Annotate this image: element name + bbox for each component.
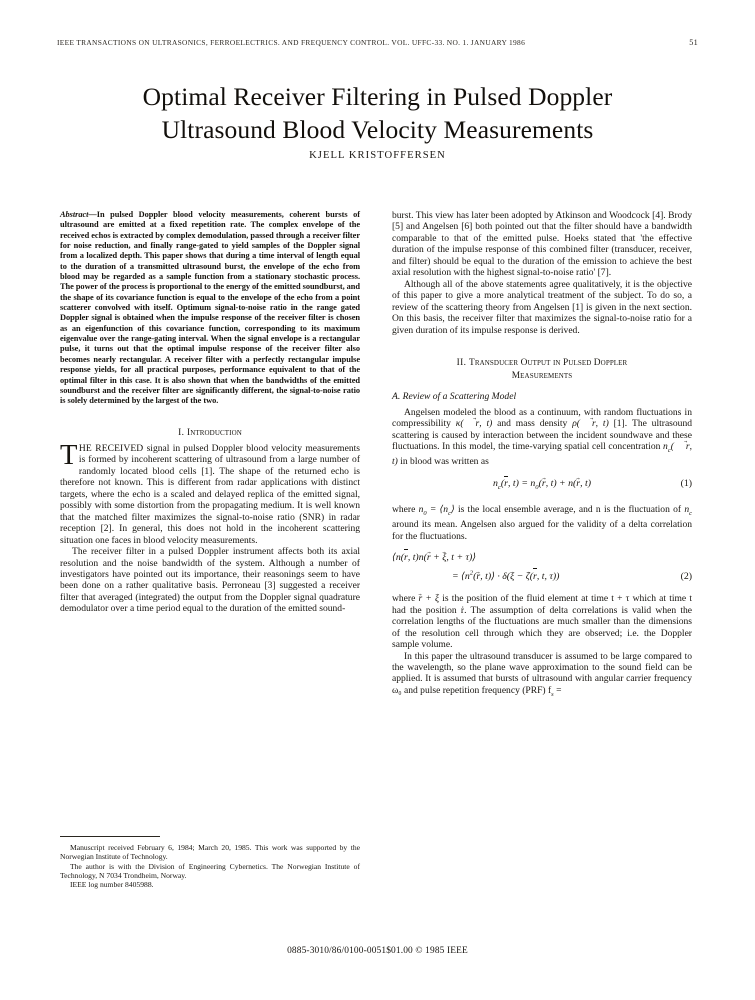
right-paragraph-5-where: where — [392, 593, 419, 605]
equation-2-line-1: ⟨n(r, t)n(r → + ξ →, t + τ)⟩ — [392, 550, 692, 566]
right-paragraph-3 — [392, 407, 692, 468]
title-line-2: Ultrasound Blood Velocity Measurements — [161, 115, 594, 145]
section-title: Introduction — [187, 427, 242, 438]
r-xi-symbol: r → + ξ → — [419, 593, 440, 604]
intro-smallcaps-lead: HE RECEIVED — [78, 442, 144, 454]
footnote-rule — [60, 836, 160, 837]
equation-2-line-2: = $⟨n^2(r$ →, t)⟩ · δ(ξ → − ζ →(r, t, τ)) — [392, 566, 692, 585]
subsection-heading-a: A. Review of a Scattering Model — [392, 391, 517, 403]
abstract-label: Abstract— — [60, 210, 97, 219]
author-name: KJELL KRISTOFFERSEN — [309, 150, 446, 161]
right-paragraph-3-post: [1]. The ultrasound scattering is caused by interaction between the incident soundwave and these fluctuations. In this model, the time-varying spatial cell concentration — [392, 418, 692, 452]
abstract — [60, 210, 360, 407]
left-column — [60, 210, 360, 615]
intro-paragraph-1 — [60, 439, 360, 546]
right-paragraph-6-text: In this paper the ultrasound transducer is assumed to be large compared to the wavelength, so the plane wave approximation to the sound field can be applied. It is assumed that bursts of ultrasound with angular carrier frequency ω₀ and pulse repetition frequency (PRF) f — [392, 650, 692, 696]
section-number-2: II. — [456, 357, 467, 368]
drop-cap-letter: T — [60, 439, 78, 471]
right-paragraph-3-end: in blood was written as — [397, 456, 489, 468]
right-paragraph-5-text: is the position of the fluid element at time t + τ which at time t had the position ṙ. The assumption of delta correlations is valid when the correlation lengths of the fluctuations are much smaller than the dimensions of the resolution cell through which they are observed; i.e. the Doppler sample volume. — [392, 593, 692, 651]
kappa-symbol: κ( r →, t) — [456, 418, 493, 429]
journal-citation-line: IEEE TRANSACTIONS ON ULTRASONICS, FERROELECTRICS. AND FREQUENCY CONTROL. VOL. UFFC-33. NO. 1. JANUARY 1986 — [57, 38, 526, 47]
running-head — [57, 38, 698, 50]
title-line-1: Optimal Receiver Filtering in Pulsed Doppler — [142, 82, 613, 112]
rho-symbol: ρ( r →, t) — [572, 418, 609, 429]
fs-subscript: s — [551, 690, 554, 698]
copyright-line: 0885-3010/86/0100-0051$01.00 © 1985 IEEE — [287, 946, 468, 956]
section-title-2-line-1: Transducer Output in Pulsed Doppler — [469, 357, 628, 368]
page-title — [60, 80, 695, 146]
footnote-manuscript-received: Manuscript received February 6, 1984; March 20, 1985. This work was supported by the Norwegian Institute of Technology. — [60, 843, 360, 862]
footnote-log-number: IEEE log number 8405988. — [70, 880, 154, 890]
section-heading-transducer-output — [392, 357, 692, 382]
right-paragraph-3-mid: and mass density — [492, 418, 573, 430]
right-paragraph-1: burst. This view has later been adopted by Atkinson and Woodcock [4]. Brody [5] and Angelsen [6] both pointed out that the filter should have a bandwidth comparable to that of the emitted pulse. Hoeks stated that 'the effective duration of the impulse response of this combined filter (transducer, receiver, and filter) should be equal to the duration of the emission to achieve the best axial resolution with the highest signal-to-noise ratio' [7]. — [392, 210, 692, 279]
right-paragraph-4 — [392, 504, 692, 542]
equation-1-tag: (1) — [680, 477, 692, 489]
footnote-author-affiliation: The author is with the Division of Engineering Cybernetics. The Norwegian Institute of Technology, N 7034 Trondheim, Norway. — [60, 861, 360, 880]
abstract-text: In pulsed Doppler blood velocity measurements, coherent bursts of ultrasound are emitted at a fixed repetition rate. The complex envelope of the received echos is extracted by complex demodulation, passed through a receiver filter for noise reduction, and finally range-gated to yield samples of the Doppler signal from a localized depth. This paper shows that during a time interval of length equal to the duration of a transmitted ultrasound burst, the envelope of the echo from blood may be regarded as a sample function from a stationary stochastic process. The power of the process is proportional to the energy of the emitted soundburst, and the shape of its covariance function is equal to the envelope of the echo from a point scatterer convolved with itself. Optimum signal-to-noise ratio in the range gated Doppler signal is obtained when the impulse response of the receiver filter is chosen as an eigenfunction of this covariance function, corresponding to its maximum eigenvalue over the range-gating interval. When the signal envelope is a rectangular pulse, it turns out that the optimal impulse response of the receiver filter also becomes nearly rectangular. A receiver filter with a perfectly rectangular impulse response yields, for all practical purposes, performance equivalent to that of the optimal filter in this case. It is also shown that when the bandwidths of the emitted soundburst and the receiver filter are significantly different, the signal-to-noise ratio is solely determined by the largest of the two. — [60, 210, 360, 406]
right-paragraph-4-pre: where — [392, 503, 419, 515]
right-paragraph-4-post: is the local ensemble average, and n is the fluctuation of — [454, 503, 685, 515]
section-title-2-line-2: Measurements — [511, 370, 573, 381]
right-paragraph-6 — [392, 651, 692, 701]
intro-paragraph-1-text: signal in pulsed Doppler blood velocity measurements is formed by incoherent scattering of ultrasound from a large number of randomly located blood cells [1]. The shape of the returned echo is therefore not known. This is different from radar applications with distinct targets, where the echo is a scaled and delayed replica of the emitted signal, possibly with some distortion from the propagating medium. It is well known that the matched filter maximizes the signal-to-noise ratio (SNR) in radar reception [2]. In general, this does not hold in the incoherent scattering situation one faces in blood velocity measurements. — [60, 442, 360, 546]
equation-1 — [392, 477, 692, 495]
right-paragraph-2: Although all of the above statements agree qualitatively, it is the objective of this paper to give a more analytical treatment of the subject. To do so, a review of the scattering theory from Angelsen [1] is given in the next section. On this basis, the receiver filter that maximizes the signal-to-noise ratio for a given duration of its impulse response is derived. — [392, 278, 692, 336]
right-paragraph-4-end: around its mean. Angelsen also argued for the validity of a delta correlation for the fluctuations. — [392, 519, 692, 542]
section-number: I. — [178, 427, 185, 438]
section-heading-introduction — [60, 428, 360, 439]
nc-symbol-2: $n_c$ — [684, 503, 692, 517]
page-number: 51 — [689, 38, 698, 47]
right-column — [392, 210, 692, 700]
n0-symbol: $n_0$ = $⟨n_c⟩$ — [418, 503, 455, 517]
equation-2-tag: (2) — [680, 571, 692, 583]
equation-2 — [392, 550, 692, 585]
right-paragraph-3-pre: Angelsen modeled the blood as a continuum, with random fluctuations in compressibility — [392, 406, 692, 430]
equation-1-body: $n_c(r$, $t) = n_0(r$ →, t) + n(r →, t) — [493, 478, 591, 489]
right-paragraph-5 — [392, 593, 692, 650]
nc-symbol: $n_c$( r →, t) — [392, 441, 692, 467]
right-paragraph-6-end: = — [553, 684, 562, 696]
footnote-block — [60, 843, 360, 889]
intro-paragraph-2: The receiver filter in a pulsed Doppler instrument affects both its axial resolution and the noise bandwidth of the system. Although a number of investigators have pointed out its importance, their reasonings seem to have been done on a rather qualitative basis. Perroneau [3] suggested a receiver filter that averaged (integrated) the output from the Doppler signal quadrature demodulator over a time period equal to the duration of the emitted sound- — [60, 546, 360, 615]
